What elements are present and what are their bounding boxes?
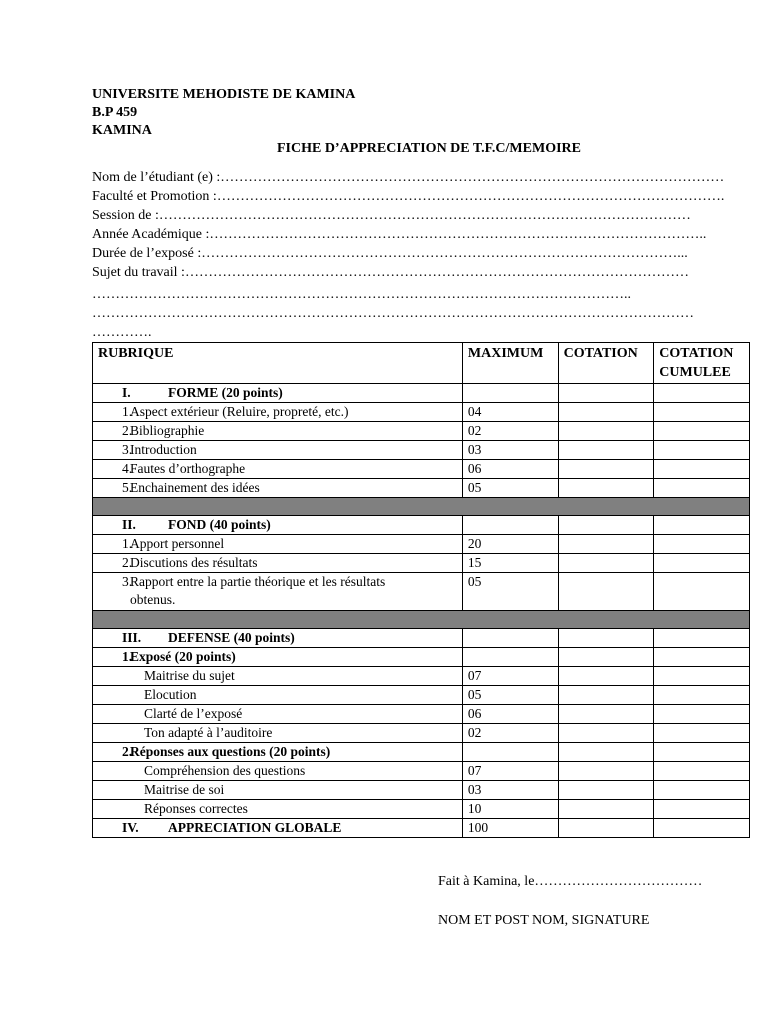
- city-name: KAMINA: [92, 123, 152, 138]
- cumulee-cell[interactable]: [654, 516, 750, 535]
- cumulee-cell[interactable]: [654, 743, 750, 762]
- section-divider: [93, 498, 750, 516]
- subsection-label: Réponses aux questions (20 points): [130, 744, 331, 759]
- field-duration[interactable]: [92, 245, 752, 263]
- cotation-cell[interactable]: [558, 516, 654, 535]
- cotation-cell[interactable]: [558, 460, 654, 479]
- evaluation-table: [92, 342, 750, 838]
- cotation-cell[interactable]: [558, 479, 654, 498]
- section-label: APPRECIATION GLOBALE: [168, 820, 342, 835]
- field-label: Nom de l’étudiant (e) :: [92, 170, 221, 185]
- field-subject[interactable]: [92, 264, 752, 282]
- field-dots: ………………………………………………………………………………………………: [184, 265, 689, 280]
- item-label: Compréhension des questions: [144, 763, 306, 778]
- cumulee-cell[interactable]: [654, 762, 750, 781]
- cotation-cell[interactable]: [558, 762, 654, 781]
- item-label: Apport personnel: [130, 536, 225, 551]
- header-rubrique: RUBRIQUE: [93, 343, 463, 384]
- section-fond: [93, 516, 750, 535]
- max-value: 03: [462, 441, 558, 460]
- table-row: [93, 800, 750, 819]
- cotation-cell[interactable]: [558, 648, 654, 667]
- table-row: [93, 460, 750, 479]
- cumulee-cell[interactable]: [654, 648, 750, 667]
- cotation-cell[interactable]: [558, 724, 654, 743]
- item-label: Fautes d’orthographe: [130, 461, 246, 476]
- cotation-cell[interactable]: [558, 686, 654, 705]
- subsection-number: 1.: [122, 649, 133, 664]
- cotation-cell[interactable]: [558, 441, 654, 460]
- cumulee-cell[interactable]: [654, 403, 750, 422]
- max-value: 04: [462, 403, 558, 422]
- max-value: 100: [462, 819, 558, 838]
- item-number: 2.: [122, 423, 133, 438]
- table-row: [93, 781, 750, 800]
- table-row: [93, 573, 750, 611]
- table-row: [93, 667, 750, 686]
- max-value: 07: [462, 667, 558, 686]
- table-row: [93, 705, 750, 724]
- subsection-label: Exposé (20 points): [130, 649, 236, 664]
- item-label: Réponses correctes: [144, 801, 248, 816]
- item-label: Ton adapté à l’auditoire: [144, 725, 273, 740]
- max-value: 02: [462, 724, 558, 743]
- cumulee-cell[interactable]: [654, 384, 750, 403]
- header-maximum: MAXIMUM: [462, 343, 558, 384]
- item-label: Bibliographie: [130, 423, 205, 438]
- max-value: 05: [462, 686, 558, 705]
- table-row: [93, 535, 750, 554]
- field-subject-line-4[interactable]: ………….: [92, 325, 152, 340]
- item-number: 2.: [122, 555, 133, 570]
- field-dots: ………………………………………………………………………………………………: [220, 170, 725, 185]
- item-label: Aspect extérieur (Reluire, propreté, etc.): [130, 404, 349, 419]
- max-value: 05: [462, 573, 558, 611]
- section-forme: [93, 384, 750, 403]
- max-value: 06: [462, 705, 558, 724]
- form-title: FICHE D’APPRECIATION DE T.F.C/MEMOIRE: [276, 141, 581, 156]
- field-subject-line-3[interactable]: …………………………………………………………………………………………………………………: [92, 306, 694, 321]
- field-academic-year[interactable]: [92, 226, 752, 244]
- table-row: [93, 724, 750, 743]
- table-row: [93, 554, 750, 573]
- postal-box: B.P 459: [92, 105, 138, 120]
- item-label: Enchainement des idées: [130, 480, 260, 495]
- table-row: [93, 403, 750, 422]
- section-number: I.: [122, 385, 131, 400]
- item-label: Rapport entre la partie théorique et les résultats obtenus.: [130, 574, 386, 607]
- section-label: DEFENSE (40 points): [168, 630, 295, 645]
- section-label: FOND (40 points): [168, 517, 271, 532]
- item-number: 3.: [122, 574, 133, 589]
- table-row: [93, 762, 750, 781]
- header-cotation: COTATION: [558, 343, 654, 384]
- subsection-expose: [93, 648, 750, 667]
- table-row: [93, 479, 750, 498]
- field-label: Session de :: [92, 208, 159, 223]
- item-label: Introduction: [130, 442, 197, 457]
- max-value: 02: [462, 422, 558, 441]
- cotation-cell[interactable]: [558, 781, 654, 800]
- item-number: 4.: [122, 461, 133, 476]
- field-dots: …………………………………………………………………………………………...: [201, 246, 688, 261]
- subsection-reponses: [93, 743, 750, 762]
- cumulee-cell[interactable]: [654, 686, 750, 705]
- max-value: 20: [462, 535, 558, 554]
- cumulee-cell[interactable]: [654, 422, 750, 441]
- cumulee-cell[interactable]: [654, 479, 750, 498]
- cumulee-cell[interactable]: [654, 724, 750, 743]
- table-row: [93, 441, 750, 460]
- cumulee-cell[interactable]: [654, 441, 750, 460]
- max-value: 07: [462, 762, 558, 781]
- cumulee-cell[interactable]: [654, 629, 750, 648]
- item-number: 3.: [122, 442, 133, 457]
- cumulee-cell[interactable]: [654, 535, 750, 554]
- field-student-name[interactable]: [92, 169, 752, 187]
- cumulee-cell[interactable]: [654, 667, 750, 686]
- cotation-cell[interactable]: [558, 554, 654, 573]
- field-subject-line-2[interactable]: ……………………………………………………………………………………………………..: [92, 287, 631, 302]
- cotation-cell[interactable]: [558, 800, 654, 819]
- cotation-cell[interactable]: [558, 743, 654, 762]
- section-number: III.: [122, 630, 142, 645]
- field-dots: ……………………………………………………………………………………………………: [158, 208, 691, 223]
- cumulee-cell[interactable]: [654, 573, 750, 611]
- field-label: Sujet du travail :: [92, 265, 185, 280]
- cumulee-cell[interactable]: [654, 460, 750, 479]
- subsection-number: 2.: [122, 744, 133, 759]
- field-label: Faculté et Promotion :: [92, 189, 217, 204]
- section-globale: [93, 819, 750, 838]
- max-value: 10: [462, 800, 558, 819]
- cumulee-cell[interactable]: [654, 554, 750, 573]
- table-row: [93, 422, 750, 441]
- item-label: Maitrise de soi: [144, 782, 225, 797]
- field-session[interactable]: [92, 207, 752, 225]
- cotation-cell[interactable]: [558, 573, 654, 611]
- table-header-row: [93, 343, 750, 384]
- university-name: UNIVERSITE MEHODISTE DE KAMINA: [92, 87, 356, 102]
- signature-label: NOM ET POST NOM, SIGNATURE: [438, 913, 650, 928]
- cotation-cell[interactable]: [558, 535, 654, 554]
- section-defense: [93, 629, 750, 648]
- item-label: Maitrise du sujet: [144, 668, 235, 683]
- max-value: 03: [462, 781, 558, 800]
- field-label: Année Académique :: [92, 227, 210, 242]
- item-label: Clarté de l’exposé: [144, 706, 243, 721]
- max-value: 05: [462, 479, 558, 498]
- section-number: IV.: [122, 820, 139, 835]
- cotation-cell[interactable]: [558, 667, 654, 686]
- place-date-line[interactable]: Fait à Kamina, le………………………………: [438, 874, 703, 889]
- header-cotation-cumulee: COTATION CUMULEE: [654, 343, 750, 384]
- max-value: 15: [462, 554, 558, 573]
- cotation-cell[interactable]: [558, 403, 654, 422]
- section-label: FORME (20 points): [168, 385, 283, 400]
- table-row: [93, 686, 750, 705]
- cotation-cell[interactable]: [558, 819, 654, 838]
- cumulee-cell[interactable]: [654, 781, 750, 800]
- item-number: 1.: [122, 404, 133, 419]
- item-label: Discutions des résultats: [130, 555, 258, 570]
- field-dots: ……………………………………………………………………………………………..: [209, 227, 707, 242]
- cotation-cell[interactable]: [558, 705, 654, 724]
- section-number: II.: [122, 517, 136, 532]
- field-faculty[interactable]: [92, 188, 752, 206]
- field-label: Durée de l’exposé :: [92, 246, 202, 261]
- max-value: 06: [462, 460, 558, 479]
- item-number: 5.: [122, 480, 133, 495]
- cumulee-cell[interactable]: [654, 819, 750, 838]
- field-dots: ……………………………………………………………………………………………….: [216, 189, 725, 204]
- section-divider: [93, 611, 750, 629]
- cumulee-cell[interactable]: [654, 705, 750, 724]
- item-number: 1.: [122, 536, 133, 551]
- cotation-cell[interactable]: [558, 629, 654, 648]
- item-label: Elocution: [144, 687, 197, 702]
- cotation-cell[interactable]: [558, 384, 654, 403]
- cumulee-cell[interactable]: [654, 800, 750, 819]
- cotation-cell[interactable]: [558, 422, 654, 441]
